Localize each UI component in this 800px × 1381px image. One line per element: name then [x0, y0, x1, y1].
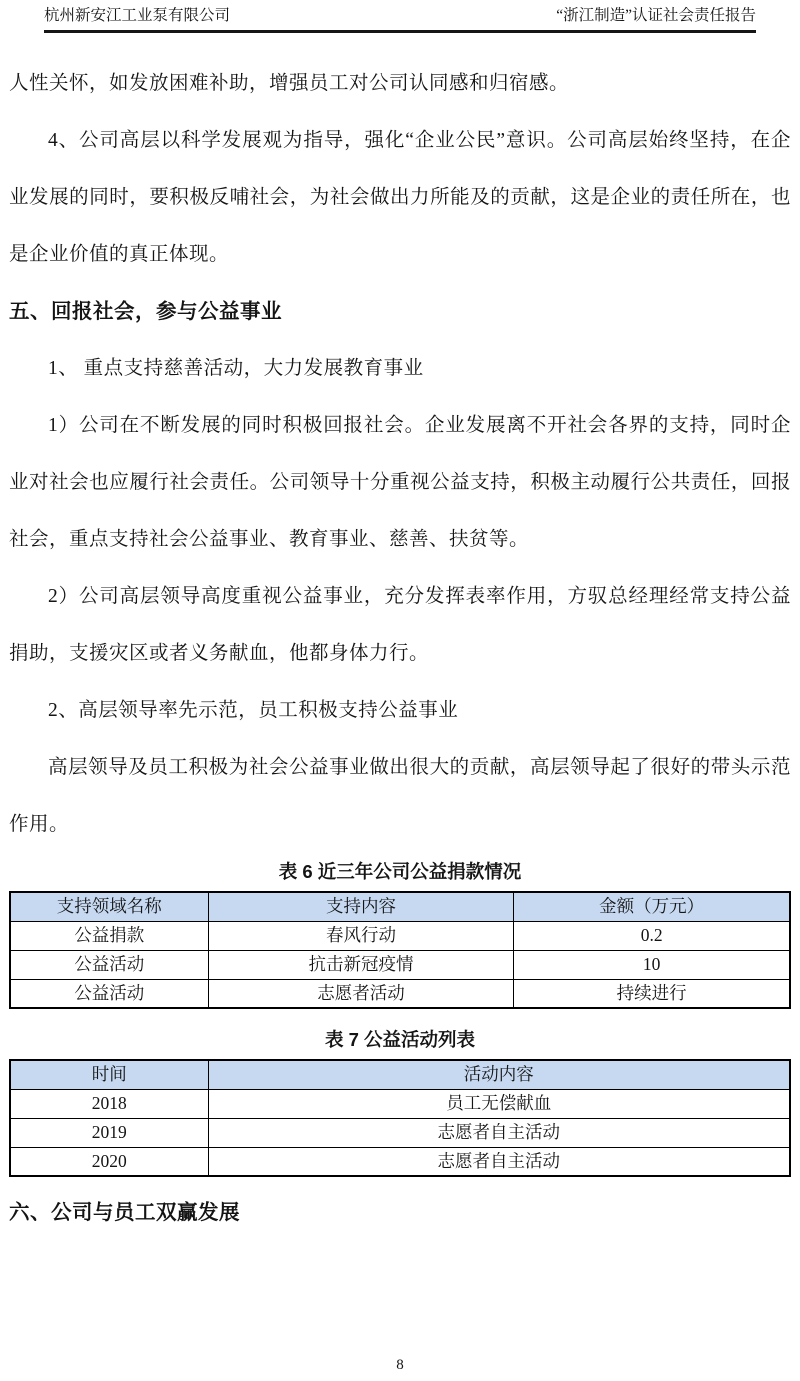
- header-company-name: 杭州新安江工业泵有限公司: [44, 7, 231, 24]
- cell: 志愿者活动: [208, 979, 514, 1008]
- table-header-row: [10, 1060, 790, 1089]
- cell: 持续进行: [514, 979, 790, 1008]
- cell: 公益活动: [10, 979, 208, 1008]
- paragraph-1-2: 2）公司高层领导高度重视公益事业，充分发挥表率作用，方驭总经理经常支持公益捐助，支援灾区或者义务献血，他都身体力行。: [9, 586, 791, 664]
- table-row: [10, 1118, 790, 1147]
- cell: 公益活动: [10, 950, 208, 979]
- page-header: [0, 0, 800, 33]
- paragraph-item4: 4、公司高层以科学发展观为指导，强化“企业公民”意识。公司高层始终坚持，在企业发展的同时，要积极反哺社会，为社会做出力所能及的贡献，这是企业的责任所在，也是企业价值的真正体现。: [9, 130, 791, 265]
- document-body: [0, 33, 800, 1235]
- paragraph-2-1: 高层领导及员工积极为社会公益事业做出很大的贡献，高层领导起了很好的带头示范作用。: [9, 757, 791, 835]
- column-header: 支持内容: [208, 892, 514, 921]
- table6-title: 表 6 近三年公司公益捐款情况: [278, 861, 522, 882]
- table-row: [10, 921, 790, 950]
- cell: 志愿者自主活动: [208, 1147, 790, 1176]
- cell: 春风行动: [208, 921, 514, 950]
- cell: 2018: [10, 1089, 208, 1118]
- column-header: 活动内容: [208, 1060, 790, 1089]
- table-row: [10, 979, 790, 1008]
- paragraph-1-1: 1）公司在不断发展的同时积极回报社会。企业发展离不开社会各界的支持，同时企业对社会也应履行社会责任。公司领导十分重视公益支持，积极主动履行公共责任，回报社会，重点支持社会公益事业、教育事业、慈善、扶贫等。: [9, 415, 791, 550]
- cell: 2020: [10, 1147, 208, 1176]
- cell: 抗击新冠疫情: [208, 950, 514, 979]
- cell: 志愿者自主活动: [208, 1118, 790, 1147]
- header-report-title: “浙江制造”认证社会责任报告: [556, 7, 756, 24]
- paragraph-continuation: 人性关怀，如发放困难补助，增强员工对公司认同感和归宿感。: [9, 73, 570, 94]
- list-item-1: 1、 重点支持慈善活动，大力发展教育事业: [48, 358, 424, 379]
- cell: 2019: [10, 1118, 208, 1147]
- section-heading-6: 六、公司与员工双赢发展: [9, 1201, 240, 1224]
- table-row: [10, 1089, 790, 1118]
- column-header: 时间: [10, 1060, 208, 1089]
- cell: 员工无偿献血: [208, 1089, 790, 1118]
- activity-table: [9, 1059, 791, 1177]
- list-item-2: 2、高层领导率先示范，员工积极支持公益事业: [48, 700, 459, 721]
- table-header-row: [10, 892, 790, 921]
- cell: 10: [514, 950, 790, 979]
- table-row: [10, 1147, 790, 1176]
- column-header: 金额（万元）: [514, 892, 790, 921]
- cell: 公益捐款: [10, 921, 208, 950]
- table-row: [10, 950, 790, 979]
- donation-table: [9, 891, 791, 1009]
- column-header: 支持领域名称: [10, 892, 208, 921]
- page-number: 8: [396, 1357, 404, 1373]
- table7-title: 表 7 公益活动列表: [324, 1029, 476, 1050]
- page-footer: [0, 1355, 800, 1375]
- cell: 0.2: [514, 921, 790, 950]
- section-heading-5: 五、回报社会，参与公益事业: [9, 300, 282, 323]
